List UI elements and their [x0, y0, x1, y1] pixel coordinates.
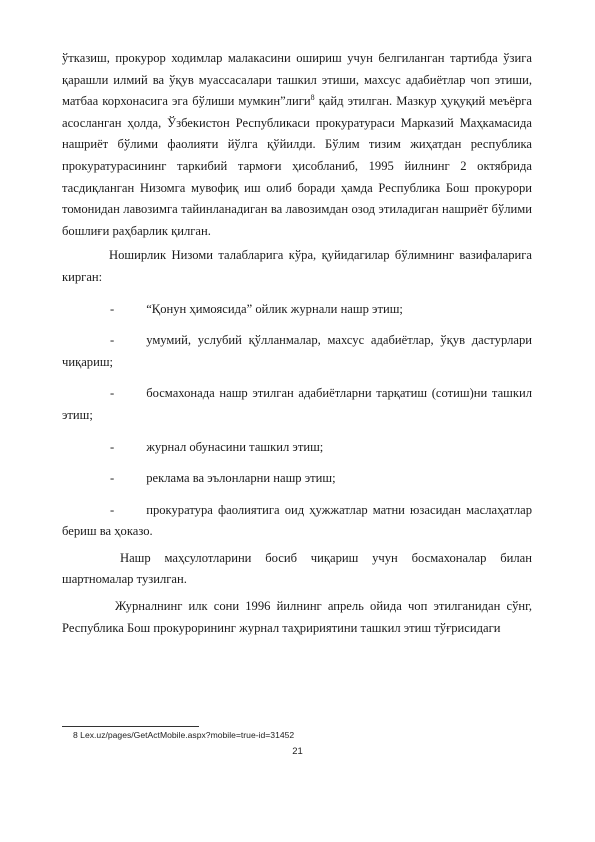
footnote[interactable]: 8 Lex.uz/pages/GetActMobile.aspx?mobile=true-id=31452 — [73, 730, 295, 740]
paragraph-4: Журналнинг илк сони 1996 йилнинг апрель ойида чоп этилганидан сўнг, Республика Бош прокурорининг журнал таҳририятини ташкил этиш тўғрисидаги — [62, 599, 532, 635]
paragraph-3: Нашр маҳсулотларини босиб чиқариш учун босмахоналар билан шартномалар тузилган. — [62, 550, 532, 587]
page-number: 21 — [292, 746, 303, 757]
paragraph-1 — [62, 48, 532, 242]
paragraph-1-text-end: қайд этилган. Мазкур ҳуқуқий меъёрга асосланган ҳолда, Ўзбекистон Республикаси прокуратураси Марказий Маҳкамасида нашриёт бўлими фаолияти йўлга қўйилди. Бўлим тизим жиҳатдан республика прокуратурасининг таркибий тармоғи ҳисобланиб, 1995 йилнинг 2 октябрида тасдиқланган Низомга мувофиқ иш олиб боради ҳамда Республика Бош прокурори томонидан лавозимга тайинланадиган ва лавозимдан озод этиладиган нашриёт бўлими бошлиғи раҳбарлик қилган. — [62, 94, 532, 238]
duties-list — [62, 299, 532, 543]
footnote-divider — [62, 726, 199, 727]
list-item: - умумий, услубий қўлланмалар, махсус адабиётлар, ўқув дастурлари чиқариш; — [62, 333, 532, 369]
list-item: - прокуратура фаолиятига оид ҳужжатлар матни юзасидан маслаҳатлар бериш ва ҳоказо. — [62, 502, 532, 539]
list-item: - босмахонада нашр этилган адабиётларни тарқатиш (сотиш)ни ташкил этиш; — [62, 386, 532, 422]
list-item: - журнал обунасини ташкил этиш; — [110, 439, 324, 454]
body-text — [62, 48, 532, 639]
list-item: - “Қонун ҳимоясида” ойлик журнали нашр этиш; — [110, 301, 403, 316]
footnote-ref[interactable]: 8 — [310, 93, 315, 102]
list-item: - реклама ва эълонларни нашр этиш; — [110, 471, 336, 486]
paragraph-1-text: ўтказиш, прокурор ходимлар малакасини ошириш учун белгиланган тартибда ўзига қарашли илмий ва ўқув муассасалари ташкил этиши, махсус адабиётлар чоп этиши, матбаа корхонасига эга бўлиши мумкин”лиги — [62, 51, 532, 109]
paragraph-2: Нoширлик Низоми талабларига кўра, қуйидагилар бўлимнинг вазифаларига кирган: — [62, 248, 532, 284]
